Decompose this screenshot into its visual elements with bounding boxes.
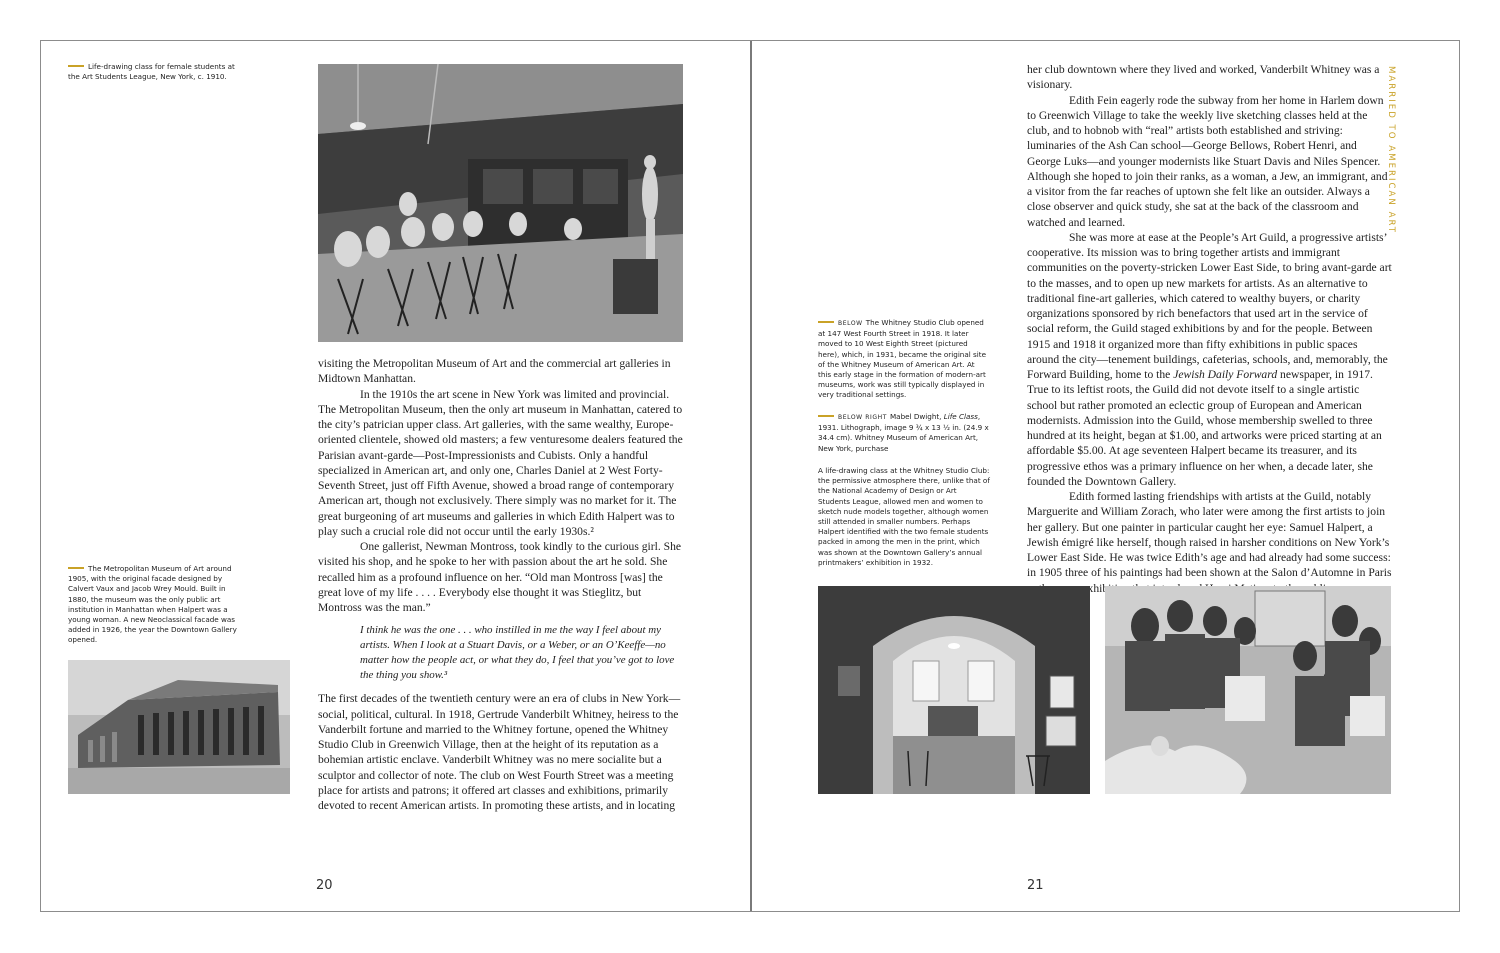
paragraph: She was more at ease at the People’s Art Guild, a progressive artists’ cooperative. Its mission was to bring together artists and immigrant communities on the poverty-stricken Lower East Side, to bring avant-garde art to the masses, and to open up new markets for artists. As an alternative to traditional fine-art galleries, which catered to wealthy buyers, or charity organizations sponsored by rich benefactors that used art in the service of social reform, the Guild staged exhibitions by and for the people. Between 1915 and 1918 it organized more than fifty exhibitions in public spaces around the city—tenement buildings, cafeterias, schools, and, memorably, the Forward Building, home to the Jewish Daily Forward newspaper, in 1917. True to its leftist roots, the Guild did not devote itself to a single artistic school but rather promoted an eclectic group of European and American modernists. Admission into the Guild, whose membership swelled to three hundred at its height, began at $1.00, and artworks were priced starting at an affordable $5.00. At age seventeen Halpert became its treasurer, and its progressive ethos was a primary influence on her when, a decade later, she founded the Downtown Gallery. bbox=[1027, 230, 1392, 488]
photo-whitney-studio-interior bbox=[818, 586, 1090, 794]
caption-life-drawing: Life-drawing class for female students at the Art Students League, New York, c. 1910. bbox=[68, 62, 235, 82]
paragraph: In the 1910s the art scene in New York was limited and provincial. The Metropolitan Museum, then the only art museum in Manhattan, catered to the city’s patrician upper class. Art galleries, with the same wealthy, Europe-oriented clientele, showed old masters; a few venturesome dealers featured the Parisian avant-garde—Post-Impressionists and Cubists. Only a handful specialized in American art, and only one, Charles Daniel at 2 West Forty-Seventh Street, just off Fifth Avenue, showed a broad range of contemporary American art, though not exclusively. There simply was no market for it. The great burgeoning of art museums and galleries in which Edith Halpert was to play such a crucial role did not occur until the early 1930s.² bbox=[318, 387, 683, 538]
caption-whitney-studio-club: BELOW The Whitney Studio Club opened at 147 West Fourth Street in 1918. It later moved to 10 West Eighth Street (pictured here), which, in 1931, became the original site of the Whitney Museum of American Art. At this early stage in the formation of modern-art museums, work was still typically displayed in very traditional settings. bbox=[818, 318, 987, 400]
photo-life-drawing-class bbox=[318, 64, 683, 342]
photo-life-class-lithograph bbox=[1105, 586, 1391, 794]
photo-metropolitan-museum bbox=[68, 660, 290, 794]
caption-life-class: BELOW RIGHT Mabel Dwight, Life Class, 1931. Lithograph, image 9 ¾ x 13 ½ in. (24.9 x 34.4 cm). Whitney Museum of American Art, New York, purchase bbox=[818, 412, 989, 453]
gutter-divider bbox=[750, 41, 752, 911]
paragraph: her club downtown where they lived and worked, Vanderbilt Whitney was a visionary. bbox=[1027, 63, 1380, 92]
right-body-text bbox=[1027, 62, 1392, 596]
paragraph: Edith formed lasting friendships with artists at the Guild, notably Marguerite and William Zorach, who later were among the first artists to join her gallery. But one painter in particular caught her eye: Samuel Halpert, a Jewish émigré like herself, though raised in harsher conditions on New York’s Lower East Side. He was twice Edith’s age and had already had some success: in 1905 three of his paintings had been shown at the Salon d’Automne in Paris bbox=[1027, 490, 1392, 580]
accent-rule bbox=[818, 321, 834, 323]
paragraph: The first decades of the twentieth century were an era of clubs in New York—social, political, cultural. In 1918, Gertrude Vanderbilt Whitney, heiress to the Vanderbilt fortune and married to the Whitney fortune, opened the Whitney Studio Club in Greenwich Village, then at the height of its reputation as a bohemian artistic enclave. Vanderbilt Whitney was no mere socialite but a sculptor and collector of note. The club on West Fourth Street was a meeting place for artists and patrons; it offered art classes and exhibitions, primarily devoted to recent American artists. In promoting these artists, and in locating bbox=[318, 692, 681, 812]
caption-life-class-description: A life-drawing class at the Whitney Studio Club: the permissive atmosphere there, unlike that of the National Academy of Design or Art Students League, allowed men and women to sketch nude models together, although women still attended in smaller numbers. Perhaps Halpert identified with the two female students packed in among the men in the print, which was shown at the Downtown Gallery’s annual printmakers’ exhibition in 1932. bbox=[818, 466, 990, 567]
accent-rule bbox=[68, 65, 84, 67]
left-body-text bbox=[318, 356, 683, 813]
page-number-left: 20 bbox=[316, 878, 333, 893]
accent-rule bbox=[818, 415, 834, 417]
paragraph: Edith Fein eagerly rode the subway from her home in Harlem down to Greenwich Village to take the weekly live sketching classes held at the club, and to hobnob with “real” artists both established and striving: luminaries of the Ash Can school—George Bellows, Robert Henri, and George Luks—and younger modernists like Stuart Davis and Niles Spencer. Although she hoped to join their ranks, as a woman, a Jew, an immigrant, and a visitor from the far reaches of uptown she felt like an outsider. Always a close observer and quick study, she sat at the back of the classroom and watched and learned. bbox=[1027, 93, 1388, 229]
paragraph: One gallerist, Newman Montross, took kindly to the curious girl. She visited his shop, and he spoke to her with passion about the art he sold. She recalled him as a profound influence on her. “Old man Montross [was] the great love of my life . . . . Everybody else thought it was Stieglitz, but Montross was the man.” bbox=[318, 540, 682, 614]
accent-rule bbox=[68, 567, 84, 569]
block-quote: I think he was the one . . . who instilled in me the way I feel about my artists. When I look at a Stuart Davis, or a Weber, or an O’Keeffe—no matter how the people act, or what they do, I feel that you’ve got to love the thing you show.³ bbox=[360, 624, 675, 682]
paragraph: visiting the Metropolitan Museum of Art and the commercial art galleries in Midtown Manhattan. bbox=[318, 357, 671, 386]
running-head: MARRIED TO AMERICAN ART bbox=[1386, 66, 1396, 235]
page-number-right: 21 bbox=[1027, 878, 1044, 893]
caption-metropolitan-museum: The Metropolitan Museum of Art around 1905, with the original facade designed by Calvert Vaux and Jacob Wrey Mould. Built in 1880, the museum was the only public art institution in Manhattan when Halpert was a young woman. A new Neoclassical facade was added in 1926, the year the Downtown Gallery opened. bbox=[68, 564, 237, 645]
